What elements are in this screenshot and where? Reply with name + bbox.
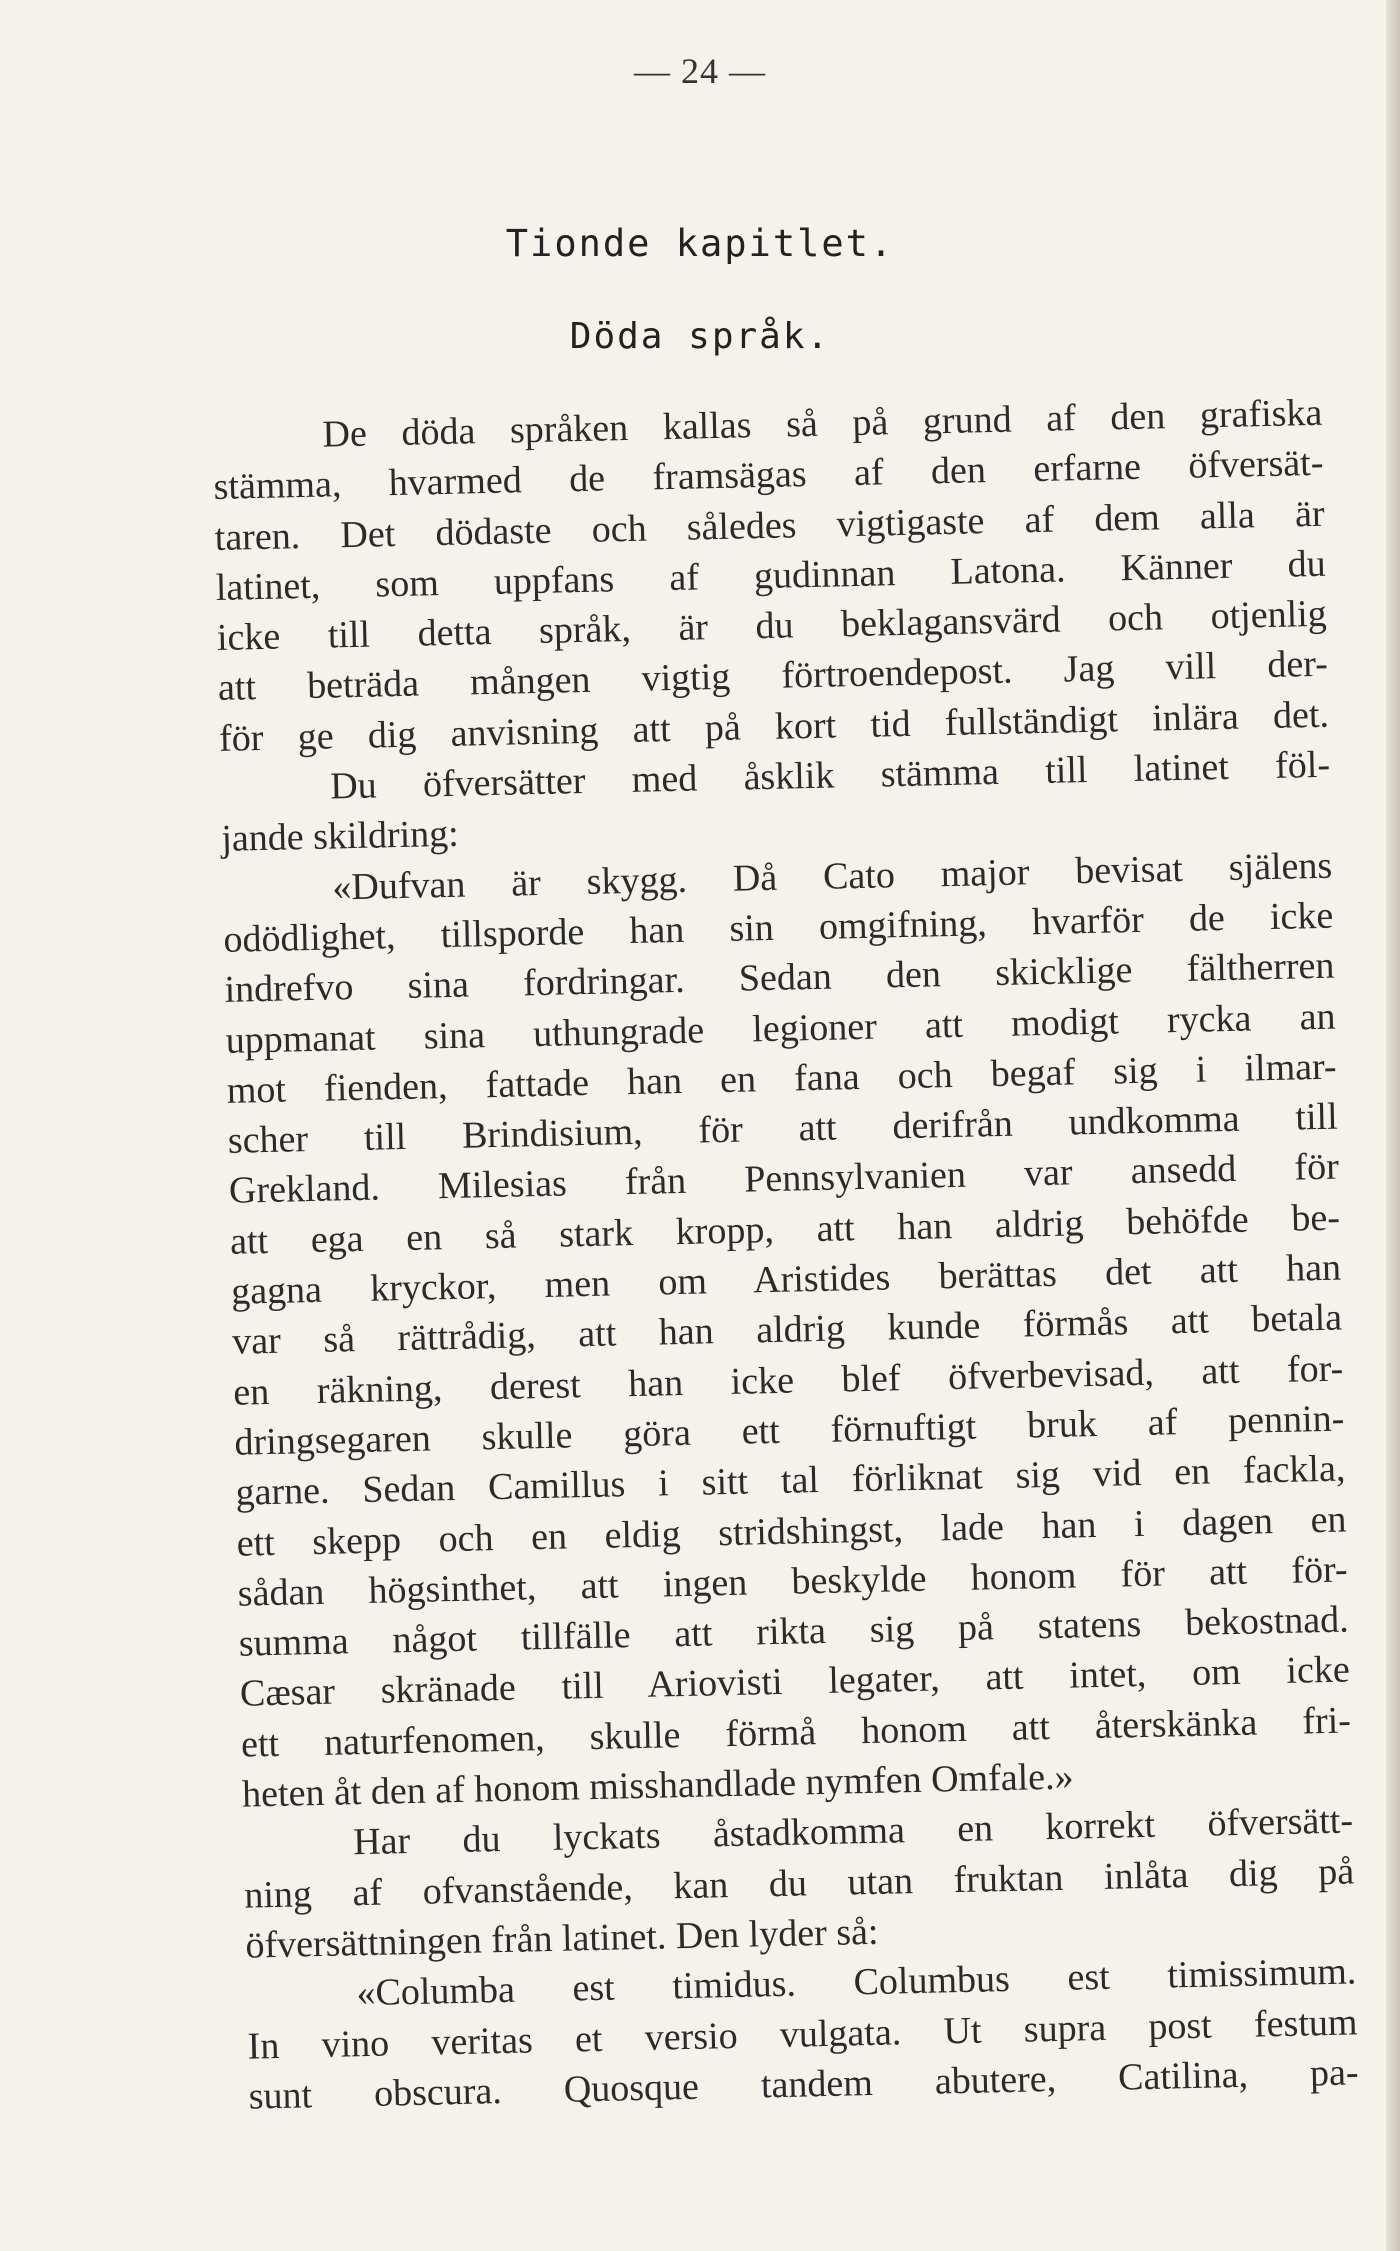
text-line: latinet, som uppfans af gudinnan Latona. Känner du xyxy=(215,542,1327,609)
text-line: «Columba est timidus. Columbus est timissimum. xyxy=(356,1950,1357,2015)
text-line: taren. Det dödaste och således vigtigaste af dem alla är xyxy=(214,492,1325,559)
text-line: Grekland. Milesias från Pennsylvanien var ansedd för xyxy=(228,1146,1340,1213)
text-line: odödlighet, tillsporde han sin omgifning, hvarför de icke xyxy=(223,894,1334,961)
text-line: att beträda mången vigtig förtroendepost. Jag vill der- xyxy=(217,643,1329,710)
text-line: jande skildring: xyxy=(220,813,460,861)
text-line: ning af ofvanstående, kan du utan fruktan inlåta dig på xyxy=(243,1850,1355,1917)
text-line: Har du lyckats åstadkomma en korrekt öfversätt- xyxy=(352,1799,1354,1864)
text-line: att ega en så stark kropp, att han aldrig behöfde be- xyxy=(229,1196,1341,1263)
text-line: en räkning, derest han icke blef öfverbevisad, att for- xyxy=(232,1347,1344,1414)
text-line: «Dufvan är skygg. Då Cato major bevisat själens xyxy=(331,844,1333,909)
text-line: öfversättningen från latinet. Den lyder så: xyxy=(245,1910,879,1967)
text-line: garne. Sedan Camillus i sitt tal förliknat sig vid en fackla, xyxy=(235,1447,1346,1514)
text-line: ett skepp och en eldig stridshingst, lade han i dagen en xyxy=(236,1498,1347,1565)
text-line: mot fienden, fattade han en fana och begaf sig i ilmar- xyxy=(226,1045,1338,1112)
text-line: In vino veritas et versio vulgata. Ut supra post festum xyxy=(247,2000,1358,2068)
text-line: De döda språken kallas så på grund af den grafiska xyxy=(322,391,1323,456)
text-line: Cæsar skränade till Ariovisti legater, att intet, om icke xyxy=(239,1648,1351,1716)
text-line: summa något tillfälle att rikta sig på statens bekostnad. xyxy=(238,1598,1350,1665)
text-line: uppmanat sina uthungrade legioner att modigt rycka an xyxy=(225,995,1336,1062)
text-line: scher till Brindisium, för att derifrån undkomma till xyxy=(227,1095,1339,1162)
text-line: var så rättrådig, att han aldrig kunde förmås att betala xyxy=(231,1296,1343,1364)
text-line: heten åt den af honom misshandlade nymfen Omfale.» xyxy=(241,1755,1074,1816)
body-text xyxy=(212,388,1359,2122)
text-line: stämma, hvarmed de framsägas af den erfarne öfversät- xyxy=(213,442,1324,509)
text-line: Du öfversätter med åsklik stämma till latinet föl- xyxy=(329,743,1331,808)
text-line: indrefvo sina fordringar. Sedan den skicklige fältherren xyxy=(224,944,1335,1012)
chapter-subtitle: Döda språk. xyxy=(569,316,831,357)
chapter-title: Tionde kapitlet. xyxy=(505,222,895,265)
page-number: — 24 — xyxy=(634,51,766,91)
text-line: icke till detta språk, är du beklagansvärd och otjenlig xyxy=(216,592,1328,660)
text-line: sunt obscura. Quosque tandem abutere, Catilina, pa- xyxy=(248,2051,1359,2118)
text-line: gagna kryckor, men om Aristides berättas det att han xyxy=(230,1246,1342,1313)
text-line: ett naturfenomen, skulle förmå honom att återskänka fri- xyxy=(240,1699,1352,1766)
text-line: dringsegaren skulle göra ett förnuftigt bruk af pennin- xyxy=(234,1397,1345,1464)
text-line: för ge dig anvisning att på kort tid fullständigt inlära det. xyxy=(218,693,1330,760)
text-line: sådan högsinthet, att ingen beskylde honom för att för- xyxy=(237,1548,1348,1615)
